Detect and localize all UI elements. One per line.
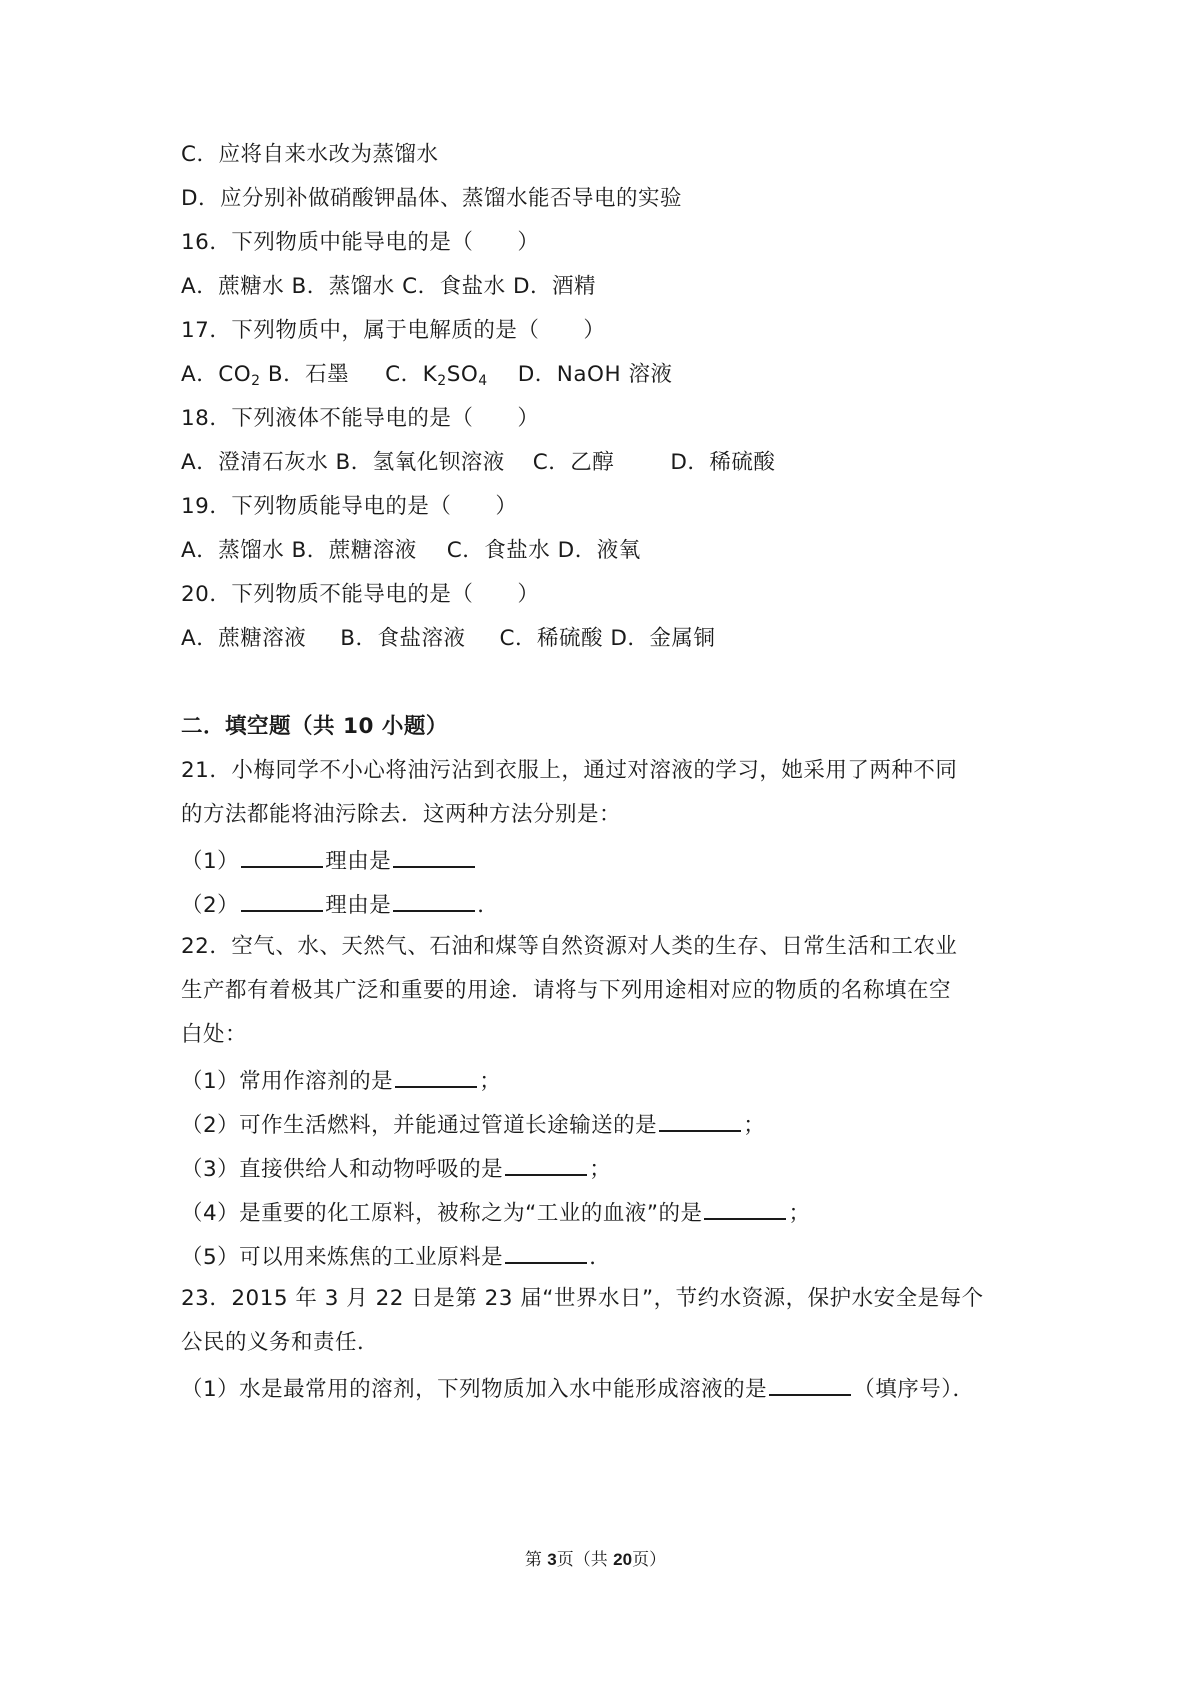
answer-blank[interactable] — [241, 844, 323, 868]
answer-blank[interactable] — [704, 1196, 786, 1220]
question-22-cont: 白处： — [181, 1022, 248, 1047]
answer-blank[interactable] — [241, 888, 323, 912]
question-20: 20．下列物质不能导电的是（ ） — [181, 582, 540, 607]
question-17-options — [181, 360, 672, 396]
question-22-part-2: （2）可作生活燃料，并能通过管道长途输送的是 ； — [181, 1108, 765, 1141]
question-21: 21．小梅同学不小心将油污沾到衣服上，通过对溶液的学习，她采用了两种不同 — [181, 758, 958, 783]
option-line: D．应分别补做硝酸钾晶体、蒸馏水能否导电的实验 — [181, 186, 683, 211]
question-22-cont: 生产都有着极其广泛和重要的用途．请将与下列用途相对应的物质的名称填在空 — [181, 978, 952, 1003]
answer-blank[interactable] — [393, 888, 475, 912]
answer-blank[interactable] — [395, 1064, 477, 1088]
answer-blank[interactable] — [505, 1152, 587, 1176]
page-total: 20 — [613, 1550, 633, 1569]
answer-blank[interactable] — [505, 1240, 587, 1264]
page-footer: 第 3页（共 20页） — [524, 1550, 667, 1570]
answer-blank[interactable] — [393, 844, 475, 868]
question-21-cont: 的方法都能将油污除去．这两种方法分别是： — [181, 802, 622, 827]
question-22-part-4: （4）是重要的化工原料，被称之为“工业的血液”的是 ； — [181, 1196, 810, 1229]
question-19-options: A．蒸馏水 B．蔗糖溶液 C．食盐水 D．液氧 — [181, 538, 641, 563]
question-21-part-2: （2） 理由是 ． — [181, 888, 499, 921]
question-20-options: A．蔗糖溶液 B．食盐溶液 C．稀硫酸 D．金属铜 — [181, 626, 716, 651]
section-title: 二．填空题（共 10 小题） — [181, 714, 448, 739]
question-16: 16．下列物质中能导电的是（ ） — [181, 230, 540, 255]
question-22-part-5: （5）可以用来炼焦的工业原料是 ． — [181, 1240, 611, 1273]
question-23-cont: 公民的义务和责任． — [181, 1330, 380, 1355]
option-line: C．应将自来水改为蒸馏水 — [181, 142, 439, 167]
option-d: D．NaOH 溶液 — [517, 362, 673, 387]
page-number: 3 — [547, 1550, 557, 1569]
question-22-part-1: （1）常用作溶剂的是 ； — [181, 1064, 501, 1097]
question-21-part-1: （1） 理由是 — [181, 844, 477, 877]
option-a: A．$CO_2$ — [181, 362, 261, 389]
question-18: 18．下列液体不能导电的是（ ） — [181, 406, 540, 431]
question-18-options: A．澄清石灰水 B．氢氧化钡溶液 C．乙醇 D．稀硫酸 — [181, 450, 776, 475]
question-22: 22．空气、水、天然气、石油和煤等自然资源对人类的生存、日常生活和工农业 — [181, 934, 958, 959]
option-c: C．$K_2SO_4$ — [385, 362, 488, 389]
question-17: 17．下列物质中，属于电解质的是（ ） — [181, 318, 606, 343]
answer-blank[interactable] — [769, 1372, 851, 1396]
question-22-part-3: （3）直接供给人和动物呼吸的是 ； — [181, 1152, 611, 1185]
question-23: 23．2015 年 3 月 22 日是第 23 届“世界水日”，节约水资源，保护水安全是每个 — [181, 1286, 984, 1311]
answer-blank[interactable] — [659, 1108, 741, 1132]
question-19: 19．下列物质能导电的是（ ） — [181, 494, 518, 519]
question-16-options: A．蔗糖水 B．蒸馏水 C．食盐水 D．酒精 — [181, 274, 597, 299]
option-b: B．石墨 — [260, 362, 350, 387]
question-23-part-1: （1）水是最常用的溶剂，下列物质加入水中能形成溶液的是 （填序号）． — [181, 1372, 974, 1405]
